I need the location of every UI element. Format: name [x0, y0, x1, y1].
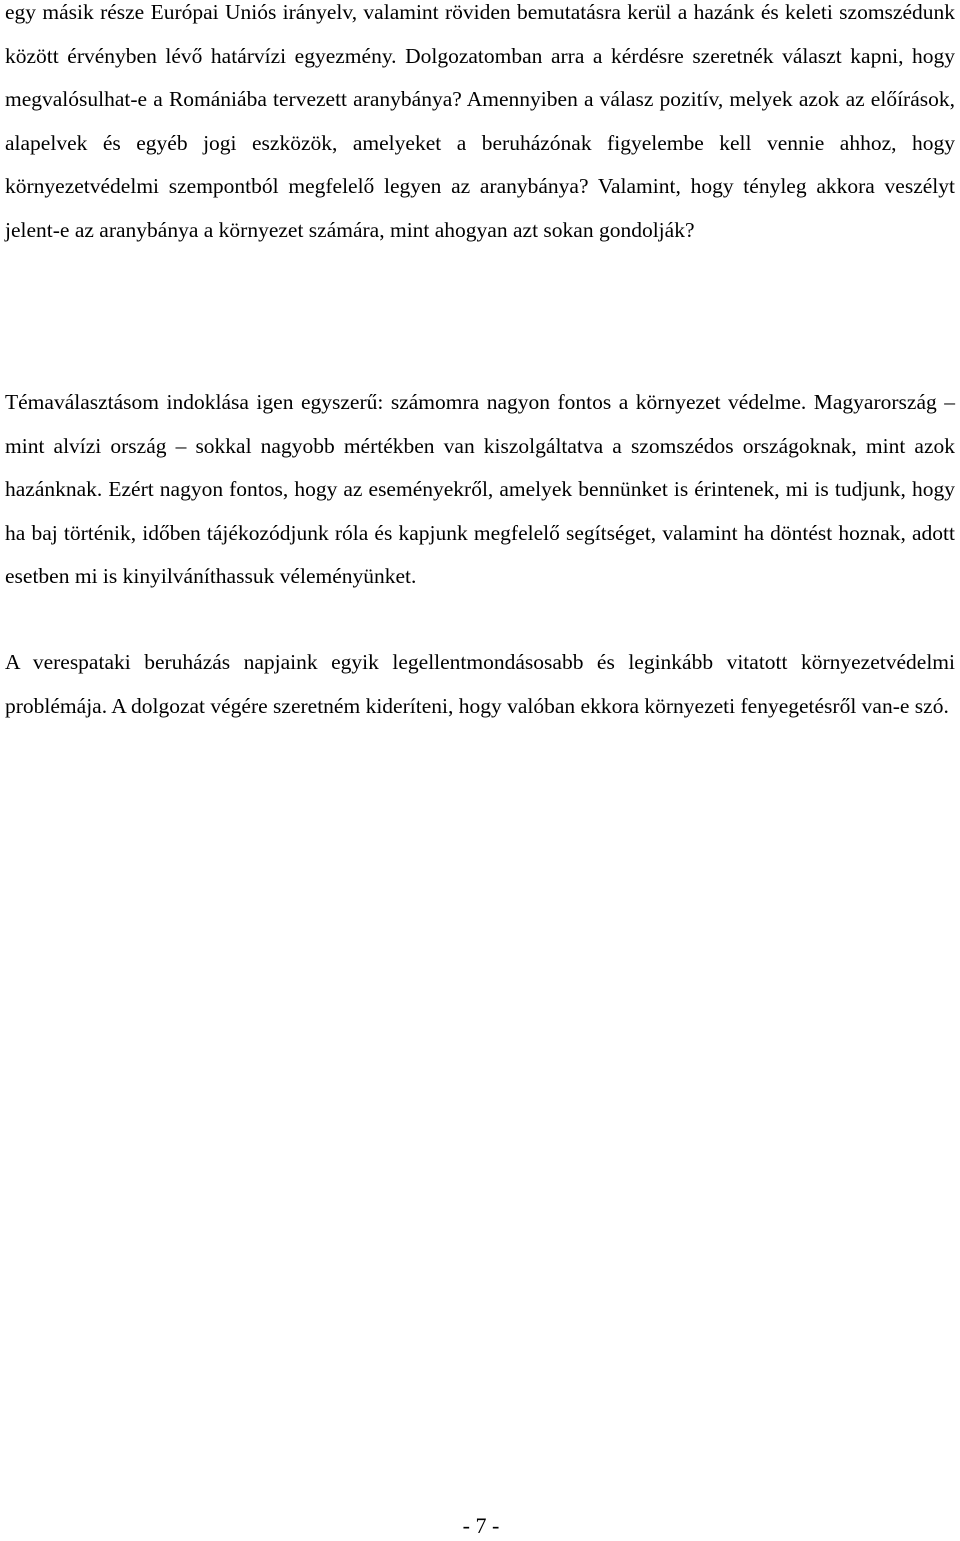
page-number-text: - 7 -	[462, 1513, 500, 1538]
paragraph-motivation: Témaválasztásom indoklása igen egyszerű: számomra nagyon fontos a környezet védelme. Magyarország – mint alvízi ország – sokkal nagyobb mértékben van kiszolgáltatva a szomszédos országoknak, mint azok hazánknak. Ezért nagyon fontos, hogy az eseményekről, amelyek bennünket is érintenek, mi is tudjunk, hogy ha baj történik, időben tájékozódjunk róla és kapjunk megfelelő segítséget, valamint ha döntést hoznak, adott esetben mi is kinyilváníthassuk véleményünket.	[5, 390, 955, 589]
paragraph-goal: A verespataki beruházás napjaink egyik legellentmondásosabb és leginkább vitatott környezetvédelmi problémája. A dolgozat végére szeretném kideríteni, hogy valóban ekkora környezeti fenyegetésről van-e szó.	[5, 650, 955, 718]
paragraph-intro: egy másik része Európai Uniós irányelv, valamint röviden bemutatásra kerül a hazánk és keleti szomszédunk között érvényben lévő határvízi egyezmény. Dolgozatomban arra a kérdésre szeretnék választ kapni, hogy megvalósulhat-e a Romániába tervezett aranybánya? Amennyiben a válasz pozitív, melyek azok az előírások, alapelvek és egyéb jogi eszközök, amelyeket a beruházónak figyelembe kell vennie ahhoz, hogy környezetvédelmi szempontból megfelelő legyen az aranybánya? Valamint, hogy tényleg akkora veszélyt jelent-e az aranybánya a környezet számára, mint ahogyan azt sokan gondolják?	[5, 0, 955, 242]
